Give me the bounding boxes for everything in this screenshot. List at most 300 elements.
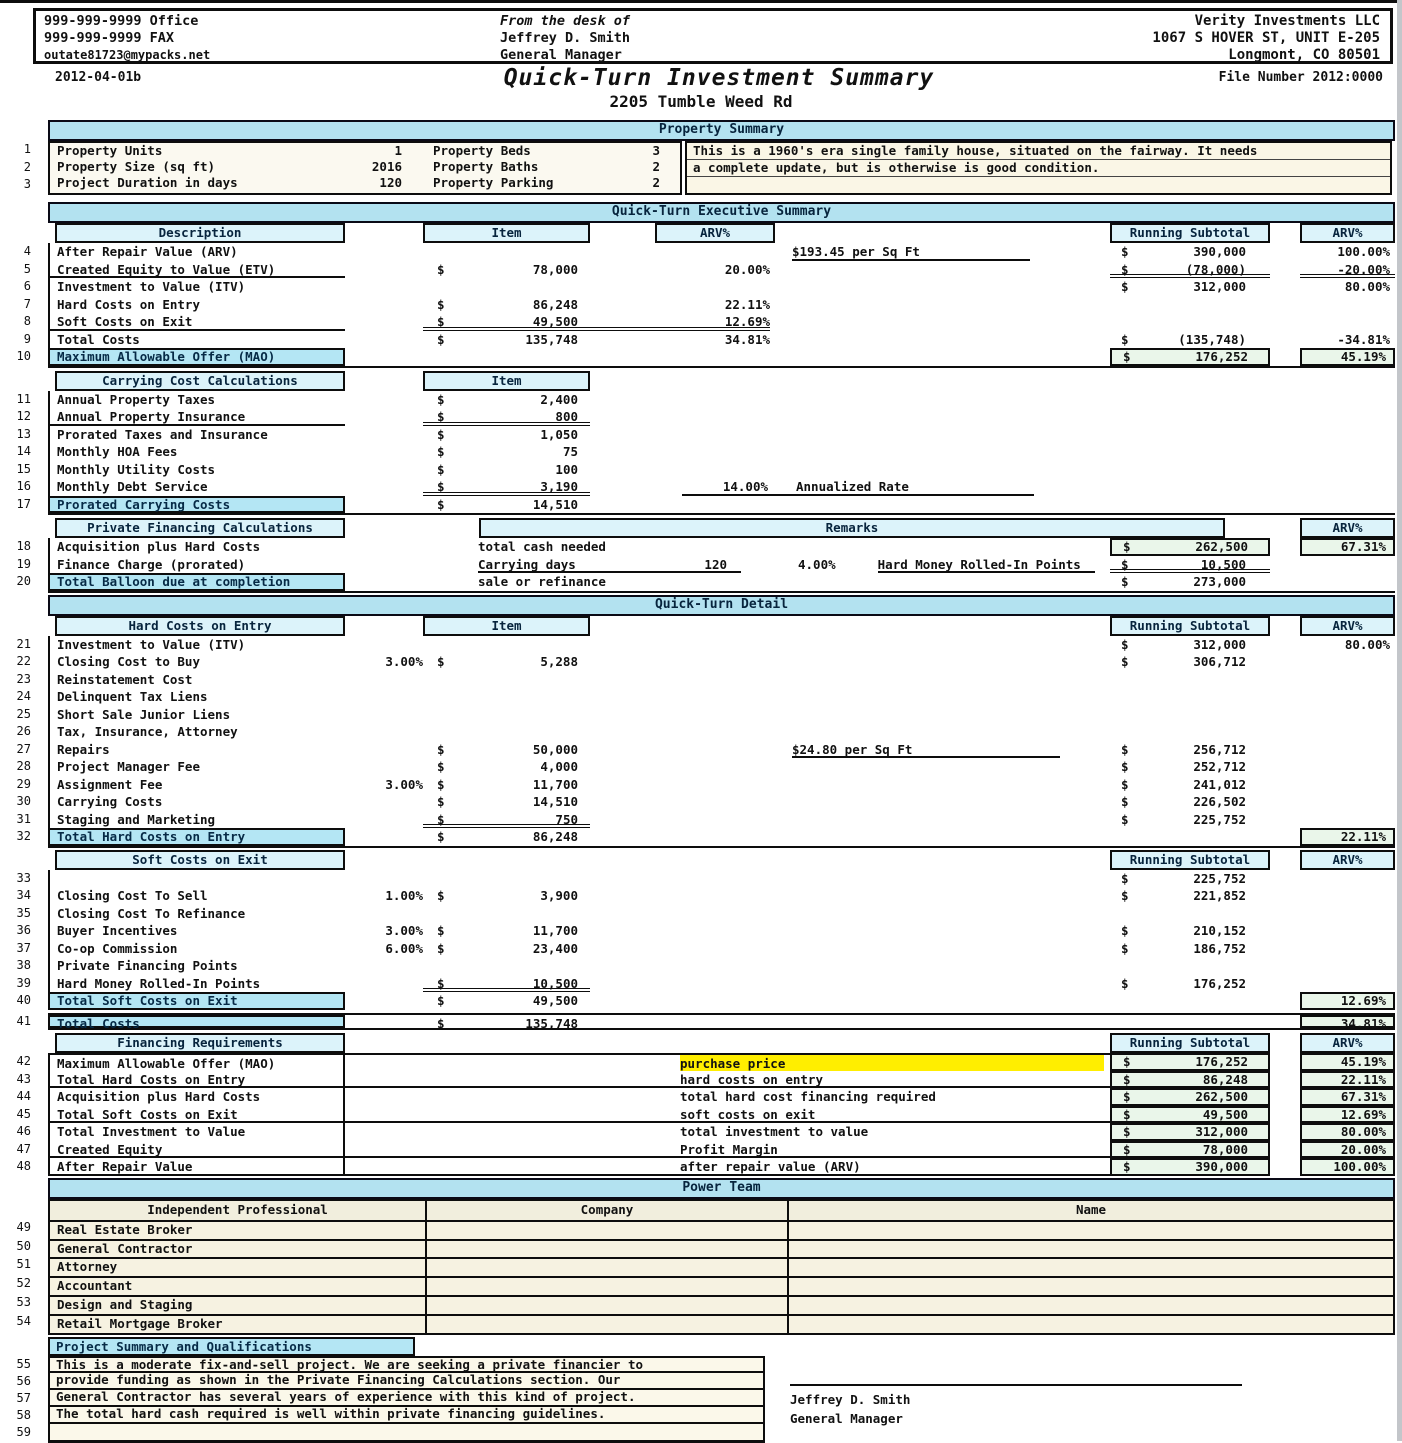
table-row (0, 278, 1402, 296)
version-code: 2012-04-01b (55, 70, 142, 85)
running-subtotal-cell: 176,252 (1195, 349, 1248, 365)
mid-label: soft costs on exit (680, 1106, 816, 1122)
row-label: Carrying Costs (48, 793, 345, 811)
arv-cell: -20.00% (1300, 261, 1395, 279)
running-subtotal-cell: 273,000 (1193, 574, 1246, 590)
row-number: 46 (16, 1124, 31, 1139)
running-subtotal-cell: 10,500 (1200, 556, 1246, 572)
power-team-header-row (50, 1201, 1393, 1222)
desk-label: From the desk of (500, 13, 631, 29)
currency-symbol: $ (437, 426, 445, 442)
row-label: Closing Cost to Buy (48, 653, 345, 671)
currency-symbol: $ (437, 759, 445, 775)
running-subtotal-cell: 312,000 (1195, 1124, 1248, 1140)
section-band-power-team: Power Team (48, 1178, 1395, 1199)
currency-symbol: $ (437, 1015, 445, 1031)
row-label: Total Investment to Value (48, 1123, 345, 1141)
row-label: Property Size (sq ft) (57, 159, 216, 175)
currency-symbol: $ (1123, 539, 1131, 555)
currency-symbol: $ (437, 444, 445, 460)
amount-cell: 14,510 (532, 794, 578, 810)
currency-symbol: $ (437, 654, 445, 670)
arv-cell: 22.11% (1300, 828, 1395, 846)
currency-symbol: $ (1123, 1141, 1131, 1157)
table-row (0, 573, 1402, 591)
table-row (50, 1259, 1393, 1278)
table-row (0, 870, 1402, 888)
table-row (0, 992, 1402, 1010)
row-number: 39 (16, 975, 31, 990)
table-row (0, 1053, 1402, 1071)
row-number: 41 (16, 1013, 31, 1028)
amount-cell: 86,248 (532, 296, 578, 312)
currency-symbol: $ (437, 496, 445, 512)
arv-mid-cell: 12.69% (590, 313, 770, 331)
row-number: 9 (23, 331, 31, 346)
row-number: 30 (16, 794, 31, 809)
row-number: 5 (23, 261, 31, 276)
rate-label: Annualized Rate (796, 479, 909, 495)
currency-symbol: $ (1123, 1054, 1131, 1070)
row-label: Closing Cost To Sell (48, 887, 345, 905)
note-line: a complete update, but is otherwise is good condition. (687, 160, 1390, 177)
company-cell[interactable] (427, 1259, 789, 1276)
table-row (0, 1158, 1402, 1176)
row-number: 57 (16, 1390, 31, 1405)
percent-cell: 3.00% (385, 654, 423, 670)
table-row (48, 1013, 1395, 1031)
column-header-soft-costs: Soft Costs on Exit (55, 850, 345, 870)
column-header-private-financing: Private Financing Calculations (55, 518, 345, 538)
amount-cell: 3,900 (540, 888, 578, 904)
currency-symbol: $ (1123, 1159, 1131, 1175)
table-row (0, 1141, 1402, 1159)
mid-label: total hard cost financing required (680, 1089, 936, 1105)
row-label: Created Equity to Value (ETV) (48, 261, 345, 279)
row-label: Property Baths (433, 159, 539, 175)
currency-symbol: $ (437, 829, 445, 845)
currency-symbol: $ (437, 975, 445, 991)
row-number: 54 (16, 1314, 31, 1329)
row-value: 120 (379, 175, 402, 191)
company-address2: Longmont, CO 80501 (1228, 47, 1380, 63)
arv-cell: 100.00% (1337, 244, 1390, 260)
row-label: Annual Property Insurance (48, 408, 345, 426)
total-row-label: Total Hard Costs on Entry (48, 828, 345, 846)
name-cell[interactable] (789, 1241, 1393, 1258)
running-subtotal-cell: 221,852 (1193, 888, 1246, 904)
row-label: After Repair Value (48, 1158, 345, 1174)
row-label: Property Parking (433, 175, 554, 191)
table-row (0, 975, 1402, 993)
row-number: 58 (16, 1407, 31, 1422)
amount-cell: 5,288 (540, 654, 578, 670)
name-cell[interactable] (789, 1278, 1393, 1295)
table-row (0, 828, 1402, 846)
table-row (0, 408, 1402, 426)
mid-label: total investment to value (680, 1124, 869, 1140)
row-number: 7 (23, 296, 31, 311)
currency-symbol: $ (1121, 888, 1129, 904)
row-number: 32 (16, 829, 31, 844)
column-header-remarks: Remarks (479, 518, 1225, 538)
row-number: 50 (16, 1238, 31, 1253)
percent-cell: 3.00% (385, 923, 423, 939)
row-label: Investment to Value (ITV) (48, 636, 345, 654)
table-row (0, 758, 1402, 776)
table-row (0, 1123, 1402, 1141)
table-row (0, 313, 1402, 331)
arv-cell: 80.00% (1344, 636, 1390, 652)
row-label: Finance Charge (prorated) (48, 556, 345, 574)
table-row (0, 1106, 1402, 1124)
row-number: 45 (16, 1106, 31, 1121)
currency-symbol: $ (1123, 1089, 1131, 1105)
name-cell[interactable] (789, 1222, 1393, 1239)
amount-cell: 10,500 (532, 975, 578, 991)
running-subtotal-cell: 262,500 (1195, 1089, 1248, 1105)
row-number: 42 (16, 1054, 31, 1069)
row-number: 31 (16, 811, 31, 826)
arv-cell: 12.69% (1300, 1106, 1395, 1124)
table-row (0, 957, 1402, 975)
arv-cell: 22.11% (1300, 1071, 1395, 1089)
table-row (0, 478, 1402, 496)
soft-costs-headers (48, 850, 1395, 870)
rate-cell: 4.00% (798, 556, 836, 572)
column-header-arv: ARV% (1300, 616, 1395, 636)
row-number: 8 (23, 314, 31, 329)
currency-symbol: $ (1123, 1106, 1131, 1122)
row-number: 4 (23, 244, 31, 259)
company-cell[interactable] (427, 1297, 789, 1314)
currency-symbol: $ (437, 296, 445, 312)
currency-symbol: $ (437, 331, 445, 347)
amount-cell: 49,500 (532, 993, 578, 1009)
row-number: 51 (16, 1257, 31, 1272)
row-label: Accountant (50, 1278, 427, 1295)
currency-symbol: $ (437, 794, 445, 810)
private-financing-headers (48, 518, 1395, 538)
row-number: 16 (16, 479, 31, 494)
running-subtotal-cell: 312,000 (1193, 636, 1246, 652)
currency-symbol: $ (437, 811, 445, 827)
row-number: 15 (16, 461, 31, 476)
currency-symbol: $ (1121, 759, 1129, 775)
currency-symbol: $ (1121, 794, 1129, 810)
person-name: Jeffrey D. Smith (500, 30, 631, 46)
currency-symbol: $ (437, 888, 445, 904)
amount-cell: 75 (562, 444, 578, 460)
column-header-company: Company (427, 1201, 789, 1220)
currency-symbol: $ (437, 940, 445, 956)
running-subtotal-cell: 210,152 (1193, 923, 1246, 939)
column-header-arv: ARV% (1300, 1033, 1395, 1053)
amount-cell: 800 (555, 409, 578, 425)
currency-symbol: $ (1121, 574, 1129, 590)
summary-line: provide funding as shown in the Private Financing Calculations section. Our (48, 1373, 765, 1390)
row-number: 17 (16, 496, 31, 511)
arv-mid-cell: 20.00% (724, 261, 770, 277)
table-row (50, 175, 680, 191)
running-subtotal-cell: 186,752 (1193, 940, 1246, 956)
table-row (50, 1316, 1393, 1333)
column-header-carrying: Carrying Cost Calculations (55, 371, 345, 391)
name-cell[interactable] (789, 1259, 1393, 1276)
total-row-label: Total Balloon due at completion (48, 573, 345, 591)
row-number: 52 (16, 1276, 31, 1291)
column-header-arv: ARV% (1300, 850, 1395, 870)
column-header-running-subtotal: Running Subtotal (1110, 223, 1270, 243)
company-cell[interactable] (427, 1316, 789, 1333)
arv-cell: 20.00% (1300, 1141, 1395, 1159)
note-line (687, 177, 1390, 193)
table-row (0, 391, 1402, 409)
carrying-cost-headers (48, 371, 1395, 391)
row-label: Reinstatement Cost (48, 671, 345, 689)
row-number: 37 (16, 940, 31, 955)
row-number: 56 (16, 1373, 31, 1388)
row-label: Total Hard Costs on Entry (48, 1071, 345, 1087)
row-value: 1 (394, 143, 402, 158)
column-header-item: Item (423, 223, 590, 243)
column-header-financing-requirements: Financing Requirements (55, 1033, 345, 1053)
letterhead (33, 8, 1393, 64)
column-header-running-subtotal: Running Subtotal (1110, 850, 1270, 870)
column-header-running-subtotal: Running Subtotal (1110, 1033, 1270, 1053)
amount-cell: 23,400 (532, 940, 578, 956)
currency-symbol: $ (437, 479, 445, 495)
company-cell[interactable] (427, 1278, 789, 1295)
company-cell[interactable] (427, 1222, 789, 1239)
currency-symbol: $ (1123, 1124, 1131, 1140)
amount-cell: 11,700 (532, 923, 578, 939)
row-label: General Contractor (50, 1241, 427, 1258)
row-label: Closing Cost To Refinance (48, 905, 345, 923)
percent-cell: 3.00% (385, 776, 423, 792)
arv-cell: -34.81% (1337, 331, 1390, 347)
running-subtotal-cell: 225,752 (1193, 811, 1246, 827)
currency-symbol: $ (437, 461, 445, 477)
currency-symbol: $ (1121, 940, 1129, 956)
summary-line: General Contractor has several years of experience with this kind of project. (48, 1390, 765, 1407)
row-label: Monthly Debt Service (48, 478, 345, 496)
table-row (0, 706, 1402, 724)
table-row (0, 811, 1402, 829)
row-label: Property Units (57, 143, 163, 158)
currency-symbol: $ (1121, 556, 1129, 572)
row-number: 35 (16, 905, 31, 920)
row-number: 12 (16, 409, 31, 424)
amount-cell: 100 (555, 461, 578, 477)
amount-cell: 4,000 (540, 759, 578, 775)
total-row-label: Total Soft Costs on Exit (48, 992, 345, 1010)
name-cell[interactable] (789, 1316, 1393, 1333)
row-number: 2 (23, 159, 31, 174)
row-label: Repairs (48, 741, 345, 759)
row-number: 49 (16, 1219, 31, 1234)
currency-symbol: $ (1121, 870, 1129, 886)
remark-cell: sale or refinance (478, 574, 606, 590)
row-label: Attorney (50, 1259, 427, 1276)
running-subtotal-cell: 241,012 (1193, 776, 1246, 792)
currency-symbol: $ (1121, 331, 1129, 347)
arv-cell: 67.31% (1300, 1088, 1395, 1106)
table-row (0, 905, 1402, 923)
row-label: Buyer Incentives (48, 922, 345, 940)
table-row (0, 887, 1402, 905)
row-number: 22 (16, 654, 31, 669)
file-number: File Number 2012:0000 (1218, 70, 1383, 85)
property-summary-table (0, 141, 1402, 195)
row-number: 24 (16, 689, 31, 704)
table-row (0, 922, 1402, 940)
table-row (0, 688, 1402, 706)
row-label: Private Financing Points (48, 957, 345, 975)
summary-line: The total hard cash required is well within private financing guidelines. (48, 1407, 765, 1424)
arv-mid-cell: 34.81% (724, 331, 770, 347)
row-label: Annual Property Taxes (48, 391, 345, 409)
row-label: Monthly Utility Costs (48, 461, 345, 479)
table-row (0, 348, 1402, 366)
row-label: Investment to Value (ITV) (48, 278, 345, 296)
running-subtotal-cell: 312,000 (1193, 279, 1246, 295)
running-subtotal-cell: 176,252 (1193, 975, 1246, 991)
hard-costs-headers (48, 616, 1395, 636)
table-row (0, 243, 1402, 261)
name-cell[interactable] (789, 1297, 1393, 1314)
remark-cell: $193.45 per Sq Ft (792, 243, 1030, 261)
row-number: 44 (16, 1089, 31, 1104)
percent-cell: 1.00% (385, 888, 423, 904)
arv-cell: 34.81% (1300, 1015, 1395, 1029)
column-header-item: Item (423, 616, 590, 636)
company-name: Verity Investments LLC (1194, 13, 1380, 29)
row-label: Design and Staging (50, 1297, 427, 1314)
row-label: After Repair Value (ARV) (48, 243, 345, 261)
row-number: 10 (16, 349, 31, 364)
row-number: 28 (16, 759, 31, 774)
amount-cell: 1,050 (540, 426, 578, 442)
days-cell: 120 (704, 556, 727, 572)
signature-block (790, 1384, 1242, 1428)
currency-symbol: $ (1121, 811, 1129, 827)
running-subtotal-cell: 49,500 (1202, 1106, 1248, 1122)
row-label: Delinquent Tax Liens (48, 688, 345, 706)
financing-requirements-headers (48, 1033, 1395, 1053)
row-number: 3 (23, 177, 31, 191)
amount-cell: 78,000 (532, 261, 578, 277)
office-phone: 999-999-9999 Office (44, 13, 199, 29)
arv-cell: 67.31% (1300, 538, 1395, 556)
running-subtotal-cell: (78,000) (1185, 261, 1246, 277)
table-row (50, 1222, 1393, 1241)
company-cell[interactable] (427, 1241, 789, 1258)
mid-label: Profit Margin (680, 1141, 778, 1157)
currency-symbol: $ (437, 391, 445, 407)
row-label: Maximum Allowable Offer (MAO) (48, 1055, 345, 1071)
currency-symbol: $ (1121, 923, 1129, 939)
signer-title: General Manager (790, 1411, 903, 1426)
table-row (0, 331, 1402, 349)
rate-cell: 14.00% (722, 479, 768, 495)
currency-symbol: $ (437, 776, 445, 792)
row-value: 3 (652, 143, 660, 158)
remark-cell: total cash needed (478, 539, 606, 555)
row-label: Created Equity (48, 1141, 345, 1157)
row-number: 33 (16, 870, 31, 885)
currency-symbol: $ (437, 741, 445, 757)
table-row (0, 1088, 1402, 1106)
row-number: 20 (16, 574, 31, 589)
currency-symbol: $ (1121, 654, 1129, 670)
row-label: Property Beds (433, 143, 531, 158)
row-label: Total Costs (48, 331, 345, 349)
currency-symbol: $ (1121, 261, 1129, 277)
total-row-label: Prorated Carrying Costs (48, 496, 345, 514)
row-label: Total Soft Costs on Exit (48, 1106, 345, 1122)
column-header-name: Name (1075, 1201, 1107, 1217)
row-number: 23 (16, 671, 31, 686)
row-number: 48 (16, 1159, 31, 1174)
arv-cell: 80.00% (1344, 279, 1390, 295)
section-band-quick-turn-detail: Quick-Turn Detail (48, 595, 1395, 616)
row-label: Hard Money Rolled-In Points (48, 975, 345, 993)
arv-cell: 100.00% (1300, 1158, 1395, 1176)
project-summary-header: Project Summary and Qualifications (48, 1337, 415, 1356)
currency-symbol: $ (1121, 244, 1129, 260)
column-header-hard-costs: Hard Costs on Entry (55, 616, 345, 636)
table-row (0, 793, 1402, 811)
total-row-label: Total Costs (48, 1015, 345, 1029)
amount-cell: 135,748 (525, 1015, 578, 1031)
row-label: Retail Mortgage Broker (50, 1316, 427, 1333)
row-label: Soft Costs on Exit (48, 313, 345, 331)
signer-name: Jeffrey D. Smith (790, 1392, 911, 1407)
row-number: 21 (16, 636, 31, 651)
row-label: Staging and Marketing (48, 811, 345, 829)
table-row (0, 940, 1402, 958)
table-row (0, 556, 1402, 574)
table-row (0, 776, 1402, 794)
row-number: 25 (16, 706, 31, 721)
total-row-label: Maximum Allowable Offer (MAO) (48, 348, 345, 366)
row-number: 1 (23, 142, 31, 156)
row-label: Monthly HOA Fees (48, 443, 345, 461)
row-value: 2 (652, 159, 660, 175)
row-number: 11 (16, 391, 31, 406)
row-number: 55 (16, 1356, 31, 1371)
column-header-running-subtotal: Running Subtotal (1110, 616, 1270, 636)
amount-cell: 135,748 (525, 331, 578, 347)
running-subtotal-cell: 262,500 (1195, 539, 1248, 555)
property-address: 2205 Tumble Weed Rd (609, 92, 793, 111)
row-number: 34 (16, 888, 31, 903)
amount-cell: 50,000 (532, 741, 578, 757)
row-number: 19 (16, 556, 31, 571)
currency-symbol: $ (1123, 1071, 1131, 1087)
column-header-description: Description (55, 223, 345, 243)
running-subtotal-cell: 225,752 (1193, 870, 1246, 886)
fax-phone: 999-999-9999 FAX (44, 30, 175, 46)
row-label: Short Sale Junior Liens (48, 706, 345, 724)
row-number: 40 (16, 993, 31, 1008)
masthead (33, 64, 1393, 91)
row-label: Assignment Fee (48, 776, 345, 794)
section-band-executive-summary: Quick-Turn Executive Summary (48, 202, 1395, 223)
currency-symbol: $ (437, 993, 445, 1009)
row-number: 47 (16, 1141, 31, 1156)
